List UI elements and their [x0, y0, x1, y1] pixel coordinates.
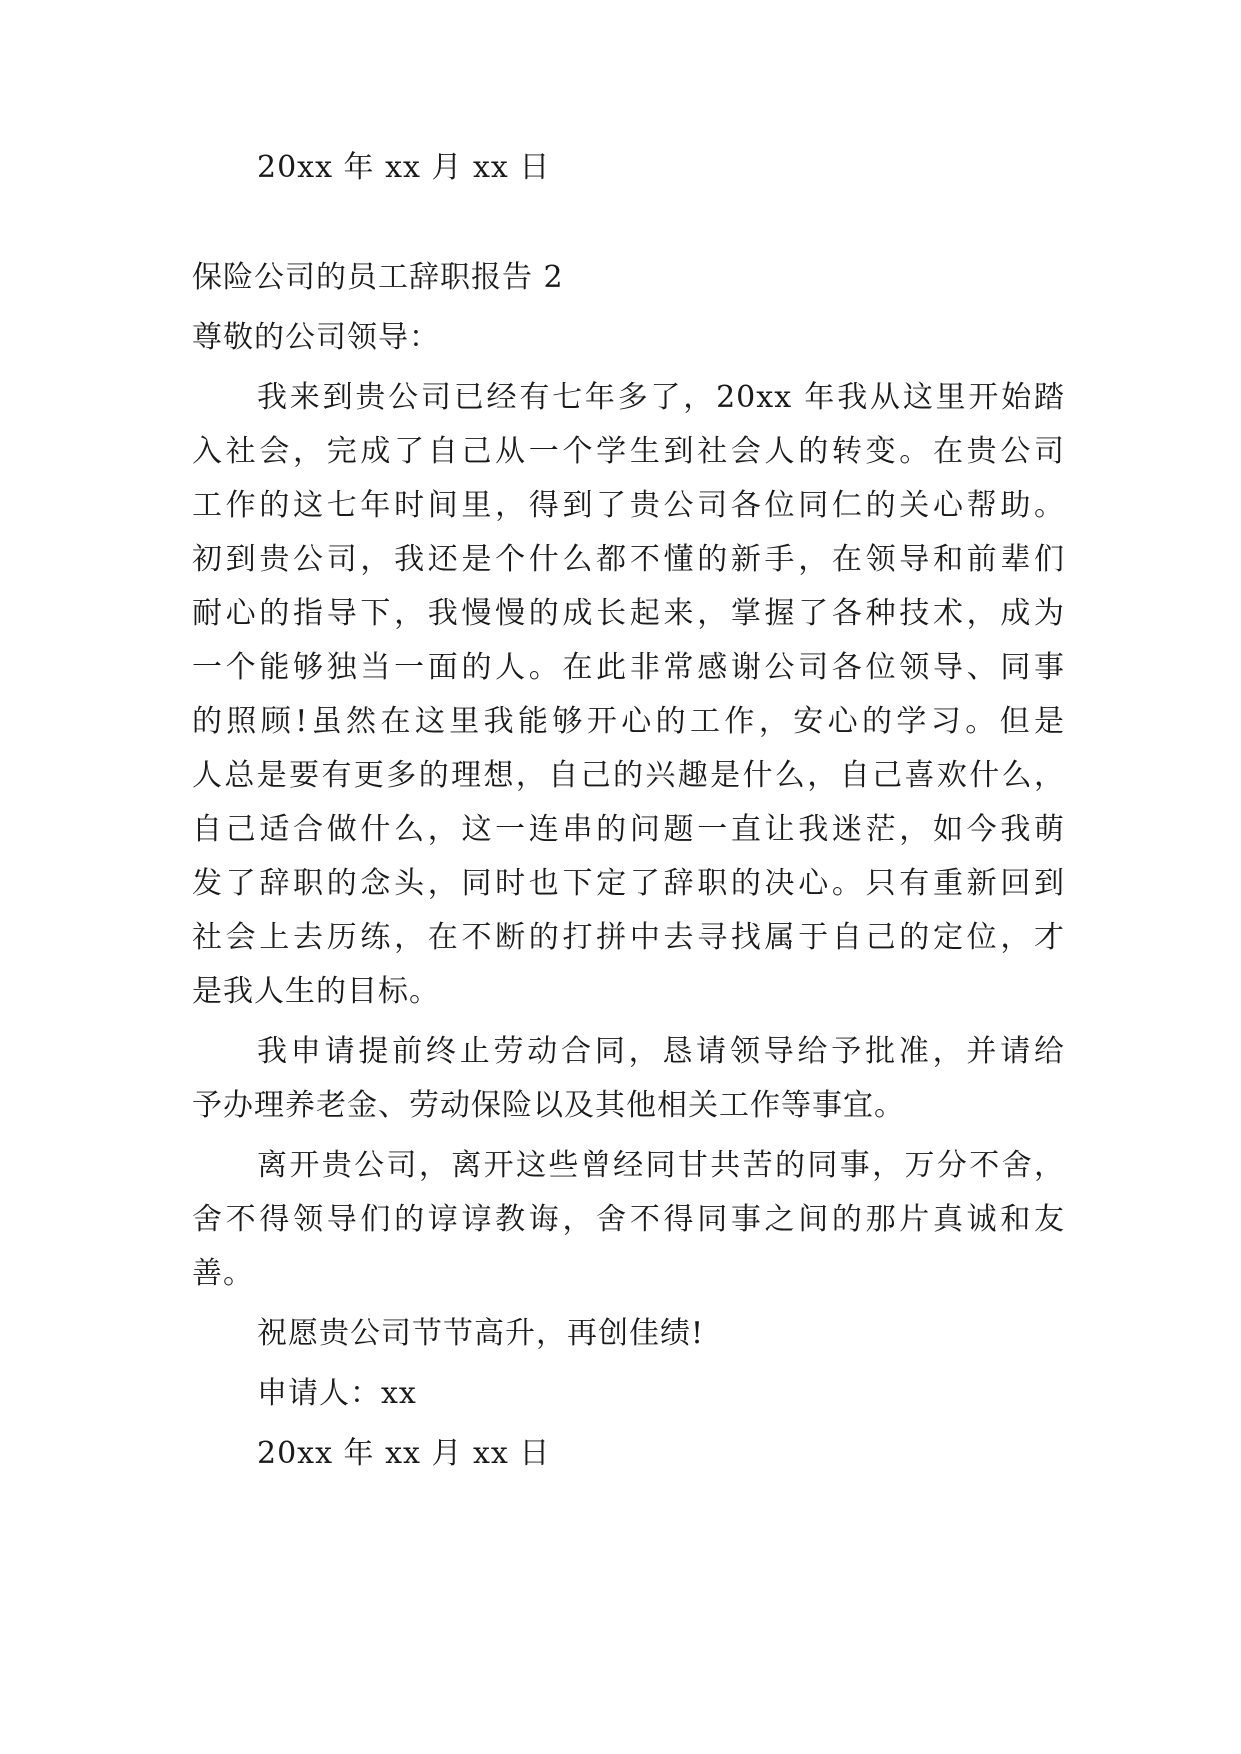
- paragraph1-line: 是我人生的目标。: [192, 974, 440, 1009]
- paragraph2-line: 我申请提前终止劳动合同，恳请领导给予批准，并请给: [257, 1034, 1065, 1069]
- paragraph3-line: 善。: [192, 1256, 254, 1291]
- top-date: 20xx 年 xx 月 xx 日: [257, 150, 551, 185]
- paragraph1-line: 自己适合做什么，这一连串的问题一直让我迷茫，如今我萌: [192, 812, 1065, 847]
- paragraph1-line: 工作的这七年时间里，得到了贵公司各位同仁的关心帮助。: [192, 488, 1065, 523]
- closing-wish: 祝愿贵公司节节高升，再创佳绩!: [257, 1316, 705, 1351]
- paragraph1-line: 社会上去历练，在不断的打拼中去寻找属于自己的定位，才: [192, 920, 1065, 955]
- paragraph1-line: 我来到贵公司已经有七年多了，20xx 年我从这里开始踏: [257, 380, 1065, 415]
- paragraph1-line: 一个能够独当一面的人。在此非常感谢公司各位领导、同事: [192, 650, 1065, 685]
- paragraph3-line: 离开贵公司，离开这些曾经同甘共苦的同事，万分不舍，: [257, 1148, 1065, 1183]
- paragraph1-line: 初到贵公司，我还是个什么都不懂的新手，在领导和前辈们: [192, 542, 1065, 577]
- paragraph2-line: 予办理养老金、劳动保险以及其他相关工作等事宜。: [192, 1088, 905, 1123]
- paragraph1-line: 人总是要有更多的理想，自己的兴趣是什么，自己喜欢什么，: [192, 758, 1065, 793]
- bottom-date: 20xx 年 xx 月 xx 日: [257, 1436, 551, 1471]
- paragraph3-line: 舍不得领导们的谆谆教诲，舍不得同事之间的那片真诚和友: [192, 1202, 1065, 1237]
- document-title: 保险公司的员工辞职报告 2: [192, 260, 564, 295]
- paragraph1-line: 入社会，完成了自己从一个学生到社会人的转变。在贵公司: [192, 434, 1065, 469]
- salutation: 尊敬的公司领导：: [192, 320, 440, 355]
- paragraph1-line: 的照顾!虽然在这里我能够开心的工作，安心的学习。但是: [192, 704, 1065, 739]
- applicant: 申请人：xx: [257, 1376, 417, 1411]
- paragraph1-line: 发了辞职的念头，同时也下定了辞职的决心。只有重新回到: [192, 866, 1065, 901]
- paragraph1-line: 耐心的指导下，我慢慢的成长起来，掌握了各种技术，成为: [192, 596, 1065, 631]
